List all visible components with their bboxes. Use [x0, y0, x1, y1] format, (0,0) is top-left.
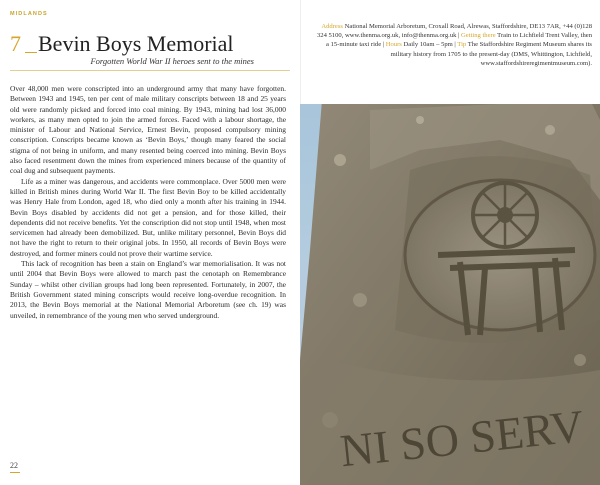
page-number: 22: [10, 461, 18, 470]
page-number-rule: [10, 472, 20, 473]
chapter-number: 7: [10, 31, 21, 56]
getting-there-label: Getting there: [461, 32, 496, 40]
hours-label: Hours: [385, 41, 402, 49]
tip-text: The Staffordshire Regiment Museum shares its military history from 1705 to the present-day (DMS, Whittington, Lichfield, www.staffordshireregimentmuseum.com).: [390, 41, 592, 67]
address-label: Address: [321, 23, 343, 30]
getting-there-text: Train to Lichfield Trent Valley, then a 15-minute taxi ride |: [326, 32, 592, 49]
page-subtitle: Forgotten World War II heroes sent to the mines: [90, 56, 254, 66]
body-paragraph-1: Over 48,000 men were conscripted into an underground army that many have forgotten. Between 1943 and 1945, ten per cent of male military conscripts between 18 and 25 years old were randomly picked and forced into coal mining. By 1943, mining had lost 36,000 workers, as many men opted to join the armed forces. Faced with a labour shortage, the minister of Labour and National Service, Ernest Bevin, proposed compulsory mining conscription. Conscripts became known as ‘Bevin Boys,’ though many feared the social stigma of not being in uniform, and many resented being coerced into mining. Bevin Boys also faced resentment down the mines from experienced miners because of the quantity of coal dug and subsequent payments.: [10, 84, 286, 176]
article-body: [10, 84, 286, 321]
visitor-info-text: [314, 22, 592, 68]
carved-inscription: NI SO SERV: [337, 400, 587, 477]
title-divider: [10, 70, 290, 71]
right-page: [300, 0, 600, 485]
body-paragraph-3: This lack of recognition has been a stain on England’s war memorialisation. It was not until 2004 that Bevin Boys were allowed to march past the cenotaph on Remembrance Sunday – whilst other civilian groups had long been represented. Fortunately, in 2007, the British Government stated mining conscripts would receive long-overdue recognition. In 2013, the Bevin Boys memorial at the National Memorial Arboretum (see ch. 19) was unveiled, in remembrance of the young men who served underground.: [10, 259, 286, 320]
body-paragraph-2: Life as a miner was dangerous, and accidents were commonplace. Over 5000 men were killed in British mines during World War II. The first Bevin Boy to be killed accidentally was Henry Hale from London, aged 18, who died only a month after his training in 1944. Bevin Boys disabled by accidents did not get a pension, and for those killed, their dependents did not receive benefits. Yet the conscription did not stop until 1948, when most servicemen had already been demobilized. But, unlike military personnel, Bevin Boys did not have the right to return to their original jobs. In 1950, all records of Bevin Boys were destroyed, and former miners could not prove their wartime service.: [10, 176, 286, 258]
chapter-number-rule: [25, 52, 37, 53]
page-title: Bevin Boys Memorial: [38, 31, 234, 56]
section-label: MIDLANDS: [10, 11, 48, 17]
hours-text: Daily 10am – 5pm |: [401, 41, 458, 49]
visitor-info-box: [300, 0, 600, 104]
address-text: National Memorial Arboretum, Croxall Road, Alrewas, Staffordshire, DE13 7AR, +44 (0)128 324 5100, www.thenma.org.uk, info@thenma.org.uk |: [316, 23, 592, 40]
tip-label: Tip: [457, 41, 467, 49]
